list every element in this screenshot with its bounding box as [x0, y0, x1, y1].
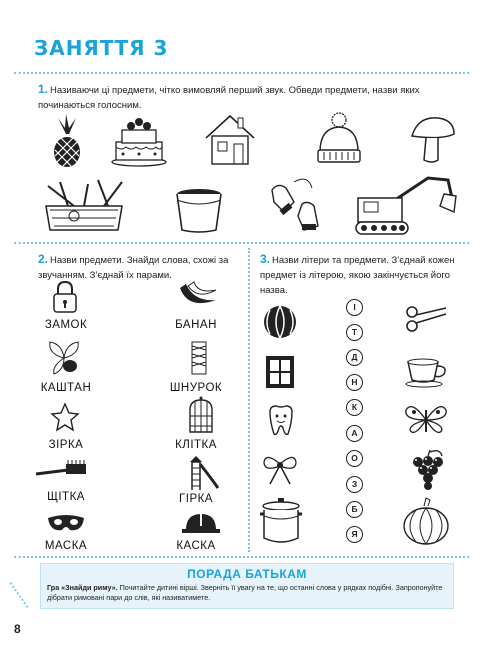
toothbrush-icon[interactable]	[34, 460, 90, 486]
padlock-icon[interactable]	[52, 280, 78, 314]
letter-circle-k[interactable]: К	[346, 399, 363, 416]
task2-instructions	[38, 252, 243, 283]
parent-tip-box	[40, 563, 454, 609]
window-icon[interactable]	[264, 354, 296, 390]
mushroom-icon[interactable]	[408, 112, 458, 166]
letter-circle-a[interactable]: А	[346, 425, 363, 442]
cake-icon[interactable]	[108, 112, 170, 168]
page-number: 8	[14, 622, 21, 636]
task1-instructions	[38, 82, 458, 113]
divider-top	[14, 72, 469, 74]
shoelace-icon[interactable]	[186, 340, 212, 376]
helmet-icon[interactable]	[180, 512, 222, 536]
letter-circle-t[interactable]: Т	[346, 324, 363, 341]
letter-circle-i[interactable]: І	[346, 299, 363, 316]
word-hirka: ГІРКА	[179, 493, 213, 505]
tip-text: Почитайте дитині вірші. Зверніть її увагу на те, що останні слова у рядках подібні. Запропонуйте дібрати римовані пари до слів, які називатимете.	[47, 583, 443, 602]
task3-instructions	[260, 252, 465, 298]
divider-vertical	[248, 248, 250, 552]
word-zirka: ЗІРКА	[48, 439, 84, 451]
word-zamok: ЗАМОК	[44, 319, 88, 331]
divider-bottom	[14, 556, 469, 558]
letter-circle-z[interactable]: З	[346, 476, 363, 493]
slide-icon[interactable]	[184, 454, 220, 492]
word-shnurok: ШНУРОК	[169, 382, 223, 394]
letter-circle-n[interactable]: Н	[346, 374, 363, 391]
star-icon[interactable]	[50, 402, 80, 432]
bow-icon[interactable]	[262, 452, 298, 486]
grapes-icon[interactable]	[408, 448, 448, 490]
task1-text: Називаючи ці предмети, чітко вимовляй перший звук. Обведи предмети, назви яких починаються голосним.	[38, 85, 420, 111]
birdcage-icon[interactable]	[188, 396, 214, 434]
pumpkin-icon[interactable]	[400, 496, 452, 546]
task1-number: 1.	[38, 82, 49, 96]
mask-icon[interactable]	[46, 510, 86, 536]
tooth-icon[interactable]	[266, 404, 296, 438]
excavator-icon[interactable]	[352, 168, 460, 238]
letter-circle-d[interactable]: Д	[346, 349, 363, 366]
bananas-icon[interactable]	[176, 280, 220, 312]
pot-icon[interactable]	[258, 496, 304, 546]
scissors-icon[interactable]	[404, 304, 448, 334]
word-shchitka: ЩІТКА	[47, 491, 85, 503]
divider-middle	[14, 242, 469, 244]
word-maska: МАСКА	[44, 540, 88, 552]
task2-text: Назви предмети. Знайди слова, схожі за звучанням. З’єднай їх парами.	[38, 255, 229, 281]
mittens-icon[interactable]	[268, 172, 324, 234]
word-kaska: КАСКА	[176, 540, 216, 552]
hat-icon[interactable]	[310, 110, 368, 168]
bucket-icon[interactable]	[172, 186, 226, 234]
tip-text-block	[47, 583, 447, 603]
task2-number: 2.	[38, 252, 49, 266]
lesson-title: ЗАНЯТТЯ 3	[34, 36, 169, 60]
tip-game-name: Гра «Знайди риму».	[47, 583, 118, 592]
chestnut-icon[interactable]	[44, 338, 84, 376]
task3-text: Назви літери та предмети. З’єднай кожен предмет із літерою, якою закінчується його назва.	[260, 255, 455, 296]
tools-box-icon[interactable]	[38, 176, 130, 232]
word-klitka: КЛІТКА	[175, 439, 217, 451]
margin-dash	[10, 582, 29, 608]
cup-icon[interactable]	[404, 356, 450, 388]
pineapple-icon[interactable]	[38, 112, 94, 168]
house-icon[interactable]	[200, 110, 260, 168]
task3-number: 3.	[260, 252, 271, 266]
word-kashtan: КАШТАН	[40, 382, 92, 394]
butterfly-icon[interactable]	[402, 400, 450, 440]
letter-circle-ya[interactable]: Я	[346, 526, 363, 543]
letter-circle-o[interactable]: О	[346, 450, 363, 467]
word-banan: БАНАН	[175, 319, 217, 331]
letter-circle-b[interactable]: Б	[346, 501, 363, 518]
tip-title: ПОРАДА БАТЬКАМ	[187, 567, 307, 581]
watermelon-icon[interactable]	[262, 304, 298, 340]
